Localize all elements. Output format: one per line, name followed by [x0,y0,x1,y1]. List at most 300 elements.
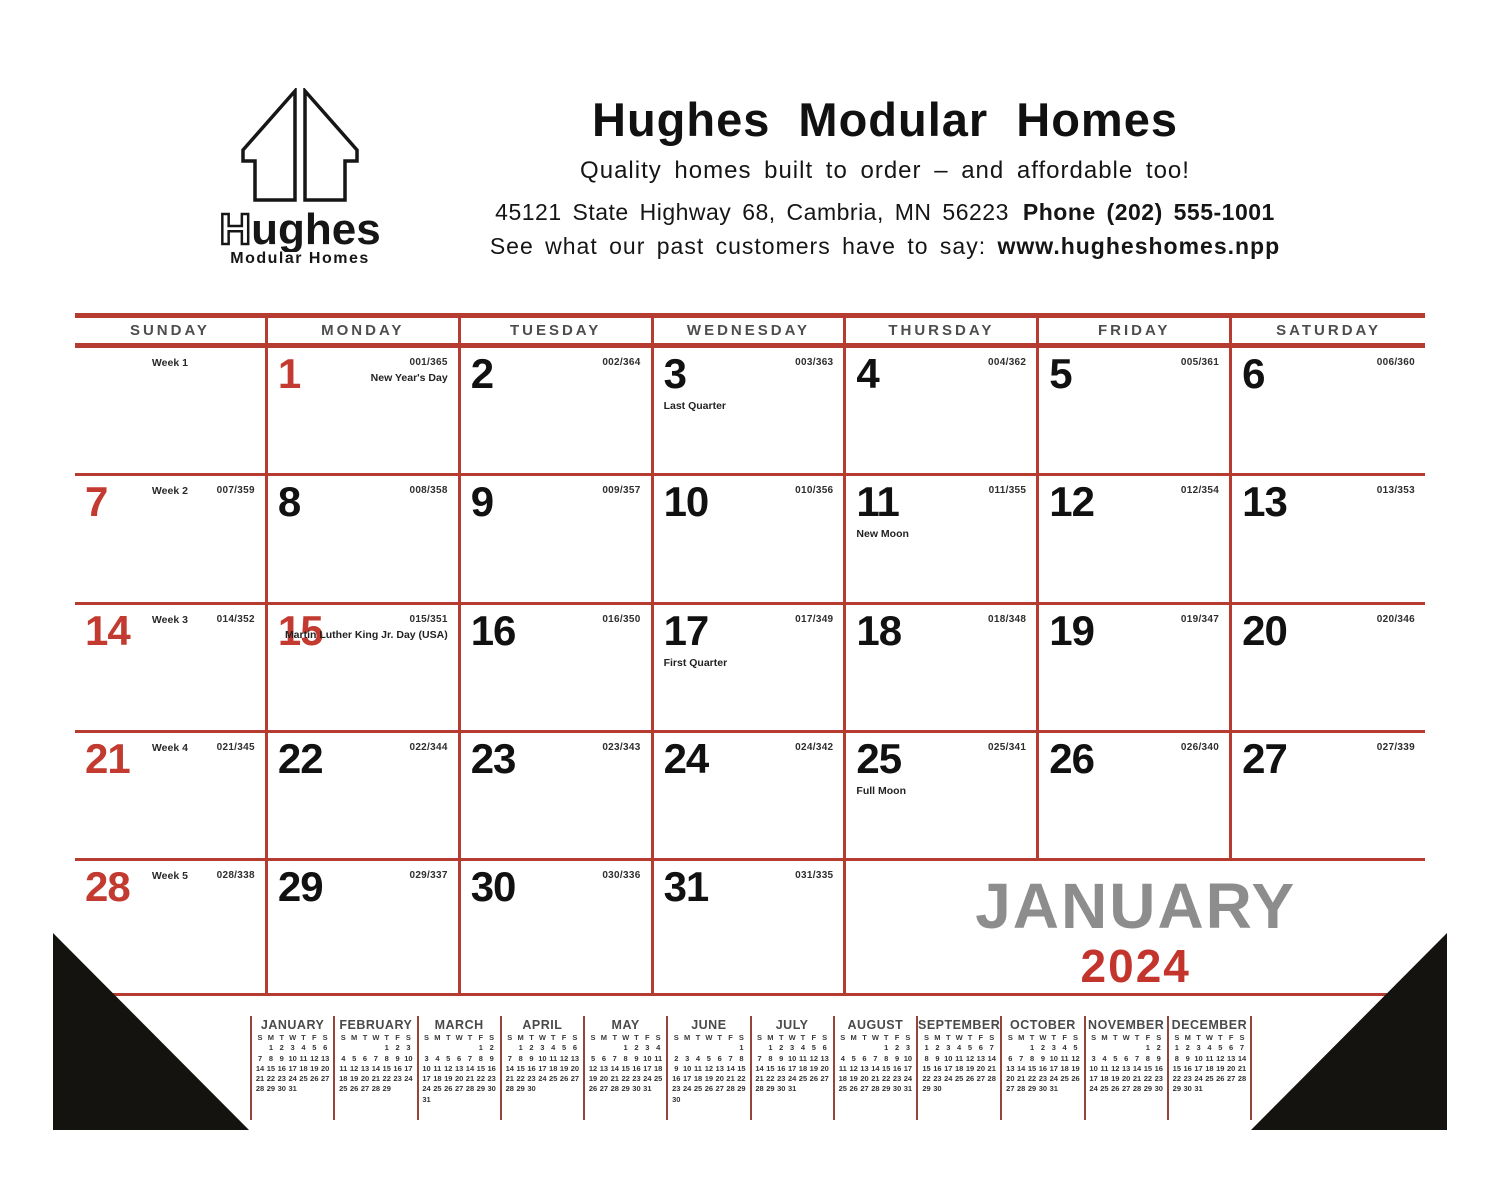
mini-day: 25 [1205,1074,1214,1084]
mini-month-grid [921,1033,997,1095]
company-phone: Phone (202) 555-1001 [1022,199,1275,225]
day-number: 4 [856,350,879,397]
mini-day: 24 [682,1084,692,1094]
month-year-block [846,861,1425,993]
mini-day: 27 [860,1084,869,1094]
mini-weekday-letter: T [529,1033,534,1042]
mini-day-empty [360,1043,371,1053]
mini-day: 9 [1156,1053,1161,1063]
mini-day: 22 [266,1074,276,1084]
mini-day: 28 [255,1084,265,1094]
weekday-header-wednesday: WEDNESDAY [654,318,847,348]
mini-weekday-letter: F [728,1033,733,1042]
day-number: 30 [470,863,516,910]
mini-day: 10 [538,1053,547,1063]
mini-day: 27 [976,1074,986,1084]
mini-day: 7 [373,1053,378,1063]
mini-day: 13 [1226,1053,1236,1063]
mini-day: 14 [1132,1063,1142,1073]
mini-weekday-letter: F [561,1033,567,1042]
mini-day: 12 [965,1053,975,1063]
mini-day: 27 [715,1084,724,1094]
mini-day: 4 [1102,1053,1107,1063]
mini-day: 6 [362,1053,368,1063]
mini-day: 25 [798,1074,808,1084]
mini-day: 7 [757,1053,762,1063]
mini-day: 26 [704,1084,714,1094]
mini-day: 27 [820,1074,829,1084]
day-cell-27 [1232,733,1425,861]
mini-day-empty [432,1043,443,1053]
company-address: 45121 State Highway 68, Cambria, MN 56223 [495,199,1009,225]
day-cell-26 [1039,733,1232,861]
julian-date: 024/342 [795,741,834,753]
julian-date: 018/348 [988,613,1027,625]
day-cell-15 [268,605,461,733]
mini-weekday-letter: T [445,1033,451,1042]
mini-day: 26 [559,1074,569,1084]
mini-day: 28 [726,1084,735,1094]
moon-phase-label: New Moon [856,528,909,541]
julian-date: 013/353 [1376,485,1415,497]
mini-day: 16 [933,1063,942,1073]
mini-day: 4 [1207,1043,1212,1053]
day-number: 31 [663,863,709,910]
company-title: Hughes Modular Homes [592,93,1178,146]
mini-day: 8 [623,1053,628,1063]
mini-day-empty [1226,1084,1237,1094]
mini-day: 22 [1027,1074,1037,1084]
mini-month-grid [1005,1033,1081,1095]
mini-day: 27 [1226,1074,1236,1084]
mini-weekday-letter: M [434,1033,441,1042]
mini-day: 24 [643,1074,652,1084]
mini-weekday-letter: W [289,1033,297,1042]
mini-day: 21 [255,1074,265,1084]
mini-day: 12 [1216,1053,1225,1063]
mini-day-empty [349,1043,360,1053]
mini-day: 16 [527,1063,536,1073]
mini-day: 5 [312,1043,317,1053]
mini-day: 19 [704,1074,714,1084]
mini-weekday-letter: S [840,1033,846,1042]
mini-weekday-letter: M [934,1033,941,1042]
mini-month-january [250,1016,333,1120]
mini-day-empty [725,1095,736,1105]
logo-rest: ughes [251,206,381,252]
mini-day: 20 [1006,1074,1015,1084]
mini-month-july [750,1016,833,1120]
mini-day: 1 [739,1043,744,1053]
mini-day: 6 [572,1043,578,1053]
mini-day: 16 [1038,1063,1048,1073]
mini-day-empty [725,1043,736,1053]
mini-day: 13 [599,1063,609,1073]
mini-day: 12 [1111,1063,1120,1073]
mini-day: 4 [957,1043,962,1053]
mini-day: 5 [851,1053,856,1063]
mini-weekday-letter: T [634,1033,639,1042]
mini-weekday-letter: T [1051,1033,1057,1042]
day-number: 23 [470,734,516,782]
mini-day: 24 [1049,1074,1058,1084]
mini-day: 28 [465,1084,475,1094]
moon-phase-label: First Quarter [663,656,728,669]
mini-day: 11 [339,1063,348,1073]
mini-weekday-letter: S [1174,1033,1180,1042]
mini-day: 14 [871,1063,880,1073]
mini-day-empty [1204,1084,1215,1094]
mini-weekday-letter: W [538,1033,546,1042]
day-number: 6 [1242,350,1265,397]
mini-day: 2 [895,1043,900,1053]
mini-day: 18 [798,1063,808,1073]
mini-day: 15 [1172,1063,1182,1073]
mini-day: 11 [838,1063,847,1073]
mini-day: 2 [1185,1043,1190,1053]
mini-weekday-letter: W [1122,1033,1130,1042]
mini-day-empty [465,1043,476,1053]
mini-day: 27 [321,1074,330,1084]
mini-day: 5 [1113,1053,1118,1063]
mini-day: 3 [1051,1043,1056,1053]
mini-day: 19 [849,1074,858,1084]
mini-day-empty [475,1095,486,1105]
mini-day: 1 [518,1043,523,1053]
mini-weekday-letter: T [467,1033,473,1042]
mini-day: 9 [674,1063,679,1073]
mini-day: 20 [360,1074,370,1084]
mini-weekday-letter: S [822,1033,828,1042]
day-number: 8 [277,478,301,526]
mini-day: 2 [529,1043,534,1053]
mini-weekday-letter: S [757,1033,763,1042]
julian-date: 010/356 [795,485,834,497]
mini-day: 23 [672,1084,681,1094]
mini-day: 20 [570,1063,580,1073]
mini-day: 30 [487,1084,496,1094]
day-cell-7 [75,476,268,604]
day-cell-16 [461,605,654,733]
mini-day: 23 [1038,1074,1048,1084]
mini-day: 6 [862,1053,867,1063]
week-number-label: Week 2 [151,485,188,498]
mini-day: 4 [695,1053,701,1063]
mini-day: 2 [935,1043,940,1053]
mini-day: 11 [1100,1063,1109,1073]
mini-day: 18 [654,1063,663,1073]
mini-day-empty [504,1043,515,1053]
mini-day: 20 [321,1063,330,1073]
mini-day: 16 [393,1063,402,1073]
mini-weekday-letter: S [905,1033,911,1042]
mini-day: 30 [777,1084,786,1094]
mini-day: 8 [518,1053,523,1063]
day-number: 12 [1049,478,1094,526]
mini-day-empty [703,1095,714,1105]
mini-day: 7 [1134,1053,1140,1063]
logo-wordmark [200,206,400,252]
mini-day: 22 [922,1074,931,1084]
mini-day-empty [443,1095,454,1105]
mini-day: 22 [1172,1074,1182,1084]
mini-day: 20 [454,1074,464,1084]
mini-day-empty [703,1043,714,1053]
mini-day: 26 [444,1084,453,1094]
mini-day: 1 [478,1043,483,1053]
day-number: 22 [277,734,323,782]
mini-day-empty [443,1043,454,1053]
mini-month-name: SEPTEMBER [918,1018,1001,1032]
day-number: 18 [856,606,902,654]
mini-weekday-letter: F [978,1033,984,1042]
mini-day: 5 [446,1053,451,1063]
mini-day: 25 [549,1074,558,1084]
cta-link: www.hugheshomes.npp [997,233,1281,259]
mini-day: 28 [1132,1084,1142,1094]
mini-day: 18 [299,1063,308,1073]
day-number: 10 [663,478,709,526]
mini-day-empty [1121,1043,1132,1053]
mini-month-grid [588,1033,664,1095]
day-number: 25 [856,734,902,782]
mini-weekday-letter: M [767,1033,774,1042]
mini-day: 10 [288,1053,297,1063]
mini-day: 4 [800,1043,806,1053]
mini-weekday-letter: S [572,1033,578,1042]
mini-month-june [666,1016,749,1120]
mini-weekday-letter: S [1091,1033,1097,1042]
day-cell-1 [268,348,461,476]
mini-weekday-letter: W [372,1033,380,1042]
mini-day: 7 [467,1053,473,1063]
mini-day-empty [671,1043,682,1053]
mini-weekday-letter: M [267,1033,275,1042]
mini-day: 10 [643,1053,652,1063]
mini-day: 29 [1143,1084,1153,1094]
mini-day-empty [403,1084,414,1094]
julian-date: 015/351 [409,613,448,625]
mini-day: 28 [371,1084,381,1094]
mini-day-empty [848,1043,859,1053]
day-cell-22 [268,733,461,861]
mini-day: 14 [371,1063,381,1073]
mini-day: 20 [976,1063,986,1073]
mini-weekday-letter: F [811,1033,817,1042]
day-number: 1 [277,350,301,397]
mini-day: 12 [704,1063,714,1073]
mini-day: 29 [922,1084,931,1094]
mini-weekday-letter: W [788,1033,796,1042]
mini-day: 11 [433,1063,442,1073]
mini-weekday-letter: W [1205,1033,1213,1042]
mini-day: 26 [1111,1084,1120,1094]
mini-month-name: DECEMBER [1171,1018,1248,1032]
mini-day: 9 [895,1053,900,1063]
mini-weekday-letter: S [1156,1033,1162,1042]
mini-day: 18 [954,1063,964,1073]
mini-weekday-letter: S [1007,1033,1013,1042]
mini-day: 8 [884,1053,889,1063]
julian-date: 020/346 [1376,613,1415,625]
mini-day: 10 [404,1053,413,1063]
day-number: 27 [1242,734,1287,782]
mini-day: 14 [755,1063,764,1073]
mini-weekday-letter: S [257,1033,263,1042]
mini-day: 19 [444,1074,453,1084]
mini-weekday-letter: T [945,1033,951,1042]
mini-day: 21 [505,1074,514,1084]
mini-day: 5 [967,1043,973,1053]
mini-day: 18 [339,1074,348,1084]
month-name: JANUARY [975,870,1297,942]
logo-initial: H [219,206,252,252]
mini-day-empty [609,1043,620,1053]
mini-day: 26 [349,1084,359,1094]
mini-day: 31 [643,1084,652,1094]
mini-month-grid [338,1033,414,1095]
mini-month-grid [421,1033,497,1105]
mini-day: 3 [1196,1043,1201,1053]
mini-day: 17 [1049,1063,1058,1073]
mini-day: 11 [799,1053,807,1063]
mini-day: 1 [768,1043,773,1053]
mini-day: 23 [277,1074,286,1084]
mini-weekday-letter: F [312,1033,317,1042]
mini-month-grid [671,1033,747,1105]
mini-day: 17 [682,1074,692,1084]
svg-text:Hughes [219,206,380,252]
mini-day: 28 [1017,1084,1026,1094]
mini-day: 3 [685,1053,690,1063]
mini-day: 2 [1156,1043,1161,1053]
mini-day: 15 [382,1063,391,1073]
mini-day-empty [653,1084,664,1094]
mini-weekday-letter: W [705,1033,713,1042]
mini-day: 24 [404,1074,413,1084]
mini-day: 1 [1174,1043,1179,1053]
julian-date: 014/352 [216,613,255,625]
mini-day: 5 [1073,1043,1078,1053]
mini-day: 13 [715,1063,724,1073]
mini-day: 27 [1121,1084,1131,1094]
julian-date: 016/350 [602,613,641,625]
mini-weekday-letter: M [684,1033,691,1042]
mini-weekday-letter: F [395,1033,400,1042]
mini-weekday-letter: S [673,1033,679,1042]
mini-day-empty [454,1095,465,1105]
mini-day: 23 [393,1074,402,1084]
mini-weekday-letter: T [695,1033,701,1042]
mini-day-empty [421,1043,432,1053]
mini-day: 24 [538,1074,547,1084]
mini-day: 27 [360,1084,370,1094]
day-cell-21 [75,733,268,861]
day-number: 2 [470,350,494,397]
mini-day: 13 [570,1053,580,1063]
mini-day: 15 [1027,1063,1037,1073]
mini-day: 3 [406,1043,411,1053]
day-number: 16 [470,606,516,654]
company-address-line [440,199,1330,226]
mini-month-march [417,1016,500,1120]
mini-day-empty [714,1095,725,1105]
mini-day: 22 [766,1074,775,1084]
mini-day: 7 [1019,1053,1024,1063]
day-number: 28 [85,863,130,910]
year-number: 2024 [1080,940,1191,992]
mini-day-empty [320,1084,331,1094]
mini-day: 6 [457,1053,462,1063]
mini-day: 2 [779,1043,784,1053]
split-house-icon [233,88,367,204]
mini-day: 4 [1062,1043,1067,1053]
day-cell-17 [654,605,847,733]
mini-day-empty [1070,1084,1081,1094]
mini-day: 25 [1100,1084,1109,1094]
mini-day: 24 [903,1074,913,1084]
mini-day: 20 [820,1063,829,1073]
mini-weekday-letter: T [362,1033,368,1042]
mini-day: 10 [944,1053,953,1063]
mini-day: 13 [976,1053,986,1063]
mini-weekday-letter: T [301,1033,306,1042]
mini-weekday-letter: F [1228,1033,1234,1042]
day-cell-5 [1039,348,1232,476]
mini-day: 23 [1183,1074,1192,1084]
julian-date: 008/358 [409,485,448,497]
mini-day: 16 [487,1063,496,1073]
mini-weekday-letter: S [340,1033,346,1042]
day-cell-24 [654,733,847,861]
mini-weekday-letter: F [894,1033,900,1042]
mini-day: 5 [706,1053,711,1063]
day-cell-30 [461,861,654,993]
mini-day: 1 [884,1043,889,1053]
mini-day: 7 [1239,1043,1245,1053]
julian-date: 002/364 [602,357,641,368]
julian-date: 023/343 [602,741,641,753]
day-number: 29 [277,863,323,910]
week-number-label: Week 1 [151,357,188,369]
mini-day: 25 [433,1084,442,1094]
mini-month-name: MARCH [434,1018,484,1032]
mini-day: 29 [737,1084,746,1094]
mini-day: 26 [588,1084,598,1094]
mini-weekday-letter: S [322,1033,328,1042]
mini-day: 3 [645,1043,650,1053]
mini-day: 30 [527,1084,536,1094]
mini-day: 1 [268,1043,273,1053]
mini-weekday-letter: M [1018,1033,1025,1042]
mini-weekday-letter: T [612,1033,618,1042]
mini-weekday-letter: S [655,1033,661,1042]
mini-day-empty [870,1043,881,1053]
mini-day-empty [714,1043,725,1053]
mini-day: 22 [882,1074,891,1084]
mini-day: 26 [310,1074,319,1084]
mini-day: 26 [849,1084,858,1094]
mini-day: 25 [693,1084,703,1094]
mini-day-empty [693,1095,704,1105]
mini-day-empty [975,1084,986,1094]
mini-day: 18 [1100,1074,1109,1084]
mini-weekday-letter: F [1062,1033,1067,1042]
mini-day: 1 [1029,1043,1035,1053]
mini-day: 17 [422,1074,431,1084]
mini-day: 30 [933,1084,942,1094]
mini-month-april [500,1016,583,1120]
